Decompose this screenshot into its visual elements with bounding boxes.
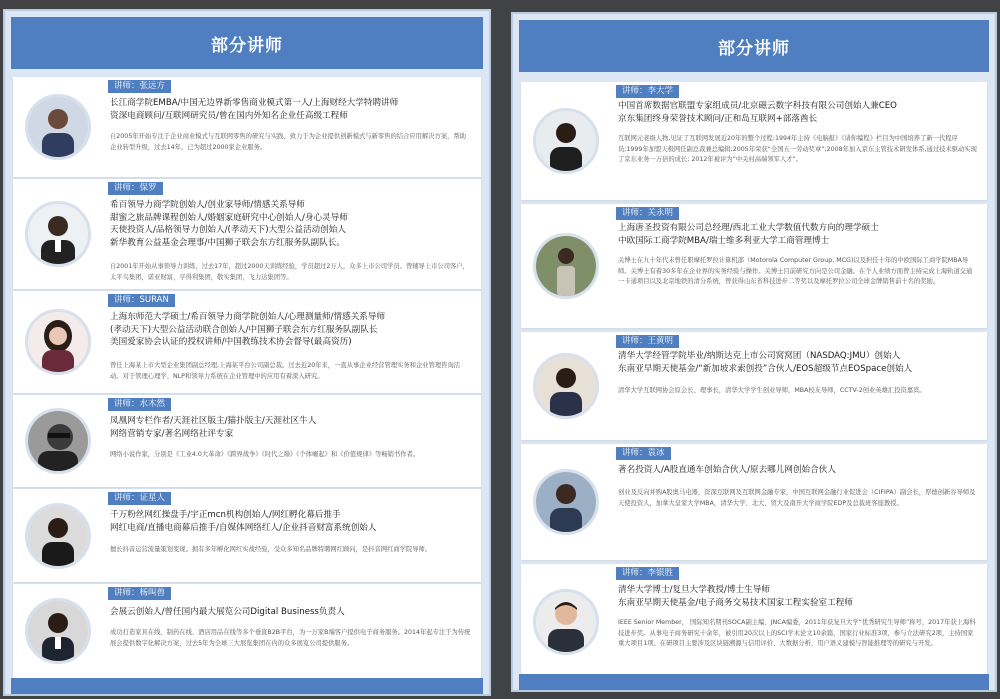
lecturer-titles: 著名投资人/A股直通车创始合伙人/原去哪儿网创始合伙人 bbox=[618, 465, 836, 475]
lecturer-photo bbox=[533, 469, 599, 535]
lecturer-bio: 成功打造家具在线、制药在线、酒店用品在线等多个垂直B2B平台，为一万家B端客户提供电子商务服务。2014年起专注于为传统展会提供数字化解决方案，过去5年为全球三大展览集团在内的众多展览公司提供服务。 bbox=[110, 629, 471, 647]
lecturer-photo bbox=[533, 589, 599, 655]
lecturer-titles: 长江商学院EMBA/中国无边界新零售商业模式第一人/上海财经大学特聘讲师 资深电商顾问/互联网研究员/曾在国内外知名企业任高级工程师 bbox=[110, 98, 399, 121]
lecturer-photo bbox=[25, 94, 91, 160]
lecturer-titles: 中国首席数据官联盟专家组成员/北京磁云数字科技有限公司创始人兼CEO 京东集团终身荣誉技术顾问/正和岛互联网+部落酋长 bbox=[618, 101, 897, 124]
lecturer-photo bbox=[25, 201, 91, 267]
lecturer-name: 讲师：水木然 bbox=[108, 398, 171, 411]
lecturer-bio: 擅长抖音运营流量策划变现。拥有多年孵化网红实战经验，受众多知名品牌特聘网红顾问，是抖音网红商学院导师。 bbox=[110, 546, 432, 553]
lecturer-card bbox=[13, 291, 481, 393]
lecturer-name: 讲师：张远方 bbox=[108, 80, 171, 93]
lecturer-bio: IEEE Senior Member， 国际知名期刊SOCA副主编、JNCA编委，2011年获复旦大学“优秀研究生导师”称号，2017年获上海科技进步奖。从事电子商务研究十余年，被引用20次以上的SCI学术论文10余篇，国家行业标准3项，参与立法研究2项，主持国家重大项目1项。在研项目主要涉及区块链溯源与信用评价、大数据分析、用户语义建模与智能推理等的研究与开发。 bbox=[618, 619, 976, 647]
lecturer-bio: 创业及反向并购A股奥马电器，资深互联网及互联网金融专家，中国互联网金融行业促进会（CIFIPA）副会长，厚德创新谷导师及天使投资人，加拿大皇家大学MBA，清华大学、北大、贸大及南开大学商学院EDP及总裁班客座教授。 bbox=[618, 489, 976, 507]
lecturer-name: 讲师：李大学 bbox=[616, 85, 679, 98]
lecturer-card bbox=[13, 179, 481, 289]
lecturer-photo bbox=[533, 108, 599, 174]
lecturer-card bbox=[521, 204, 987, 328]
lecturer-titles: 凤凰网专栏作者/天涯社区版主/猫扑版主/天涯社区牛人 网络营销专家/著名网络社评专家 bbox=[110, 416, 317, 439]
lecturer-card bbox=[13, 395, 481, 487]
lecturer-bio: 关博士在九十年代末曾任职摩托罗拉计算机部（Motorola Computer Group, MCG)以及担任十年的中欧国际工商学院MBA导师。关博士有着30多年在企业界的实务经验与操作。关博士目前研究方向是公司金融。在个人业绩方面曾主持完成上海轨道交通一卡通项目以及北京地铁的清分系统，曾获得山东省科技进步二等奖以及摩托罗拉公司全球金牌销售前十名的奖励。 bbox=[618, 257, 973, 285]
lecturer-bio: 曾任上海某上市大型企业集团副总经理,上海某平台公司副总裁。过去近20年来，一直从事企业经营管理实务和企业管理咨询活动。对于管理心理学、NLP和领导力系统在企业管理中的应用有着深入研究。 bbox=[110, 362, 461, 380]
page-footer-bar bbox=[11, 678, 483, 694]
lecturer-titles: 会展云创始人/曾任国内最大展览公司Digital Business负责人 bbox=[110, 607, 345, 617]
lecturer-name: 讲师：证星人 bbox=[108, 492, 171, 505]
lecturer-titles: 上海唐圣投资有限公司总经理/西北工业大学数值代数方向的理学硕士 中欧国际工商学院MBA/瑞士维多利亚大学工商管理博士 bbox=[618, 223, 879, 246]
lecturer-bio: 自2005年开始专注于企业商业模式与互联网零售的研究与实践，致力于为企业提供创新模式与新零售的结合应用解决方案，帮助企业转型升级，过去14年，已为超过2000家企业服务。 bbox=[110, 133, 467, 151]
lecturer-name: 讲师：关永明 bbox=[616, 207, 679, 220]
lecturer-photo bbox=[533, 233, 599, 299]
lecturer-photo bbox=[25, 598, 91, 664]
lecturer-titles: 上海东师范大学硕士/希百领导力商学院创始人/心理测量师/情感关系导师 (孝动天下)大型公益活动联合创始人/中国狮子联会东方红服务队副队长 美国爱家协会认证的授权讲师/中国教练技术协会督导(最高资历) bbox=[110, 312, 386, 348]
lecturer-photo bbox=[25, 408, 91, 474]
lecturer-name: 讲师：杨叫兽 bbox=[108, 587, 171, 600]
lecturer-photo bbox=[533, 353, 599, 419]
lecturer-bio: 清华大学互联网协会原会长、理事长，清华大学学生创业导师，MBA校友导师，CCTV-2创业英雄汇投资嘉宾。 bbox=[618, 387, 926, 394]
left-page bbox=[3, 9, 491, 696]
lecturer-card bbox=[13, 77, 481, 177]
lecturer-name: 讲师：保罗 bbox=[108, 182, 163, 195]
lecturer-bio: 网络小说作家，分别是《工业4.0大革命》《跨界战争》《时代之巅》《个体崛起》和《价值规律》等畅销书作者。 bbox=[110, 451, 420, 458]
lecturer-name: 讲师：袁冰 bbox=[616, 447, 671, 460]
lecturer-card bbox=[521, 444, 987, 560]
lecturer-name: 讲师：李银胜 bbox=[616, 567, 679, 580]
lecturer-titles: 清华大学经管学院毕业/纳斯达克上市公司窝窝团（NASDAQ:JMU）创始人 东南亚早期天使基金/“新加坡求索创投”合伙人/EOS超级节点EOSpace创始人 bbox=[618, 351, 913, 374]
lecturer-name: 讲师：王黄明 bbox=[616, 335, 679, 348]
lecturer-titles: 千万粉丝网红操盘手/宇正mcn机构创始人/网红孵化幕后推手 网红电商/直播电商幕后推手/自媒体网络红人/企业抖音财富系统创始人 bbox=[110, 510, 377, 533]
page-footer-bar bbox=[519, 674, 989, 690]
lecturer-name: 讲师：SURAN bbox=[108, 294, 175, 307]
lecturer-titles: 清华大学博士/复旦大学教授/博士生导师 东南亚早期天使基金/电子商务交易技术国家工程实验室工程师 bbox=[618, 585, 853, 608]
lecturer-titles: 希百领导力商学院创始人/创业家导师/情感关系导师 甜蜜之旅品牌课程创始人/婚姻家庭研究中心创始人/身心灵导师 天使投资人/品格领导力创始人/(孝动天下)大型公益活动创始人 新华教育公益基金会理事/中国狮子联会东方红服务队副队长。 bbox=[110, 200, 348, 248]
lecturer-card bbox=[521, 82, 987, 200]
lecturer-card bbox=[13, 489, 481, 582]
lecturer-card bbox=[521, 332, 987, 440]
right-page bbox=[511, 12, 997, 692]
lecturer-photo bbox=[25, 309, 91, 375]
lecturer-card bbox=[13, 584, 481, 678]
lecturer-bio: 自2001年开始从事领导力训练，过去17年，超过2000天训练经验，学员超过2万人，众多上市公司学员。曾辅导上市公司客户，太平鸟集团，诺亚财富，亨得利集团，敬实集团，飞力达集团等。 bbox=[110, 263, 469, 281]
page-title: 部分讲师 bbox=[519, 20, 989, 72]
lecturer-bio: 互联网元老级人物,见证了互联网发展近20年的整个过程:1994年主持《电脑报》《请你编程》栏目为中国培养了新一代程序员;1999年加盟天极网任副总裁兼总编辑;2005年荣获“全国五一劳动奖章”;2008年加入京东主管技术研发体系,通过技术驱动实现了京东业务一万倍的成长; 2012年被评为“中关村高端领军人才”。 bbox=[618, 135, 977, 163]
lecturer-photo bbox=[25, 503, 91, 569]
lecturer-card bbox=[521, 564, 987, 680]
page-title: 部分讲师 bbox=[11, 17, 483, 69]
